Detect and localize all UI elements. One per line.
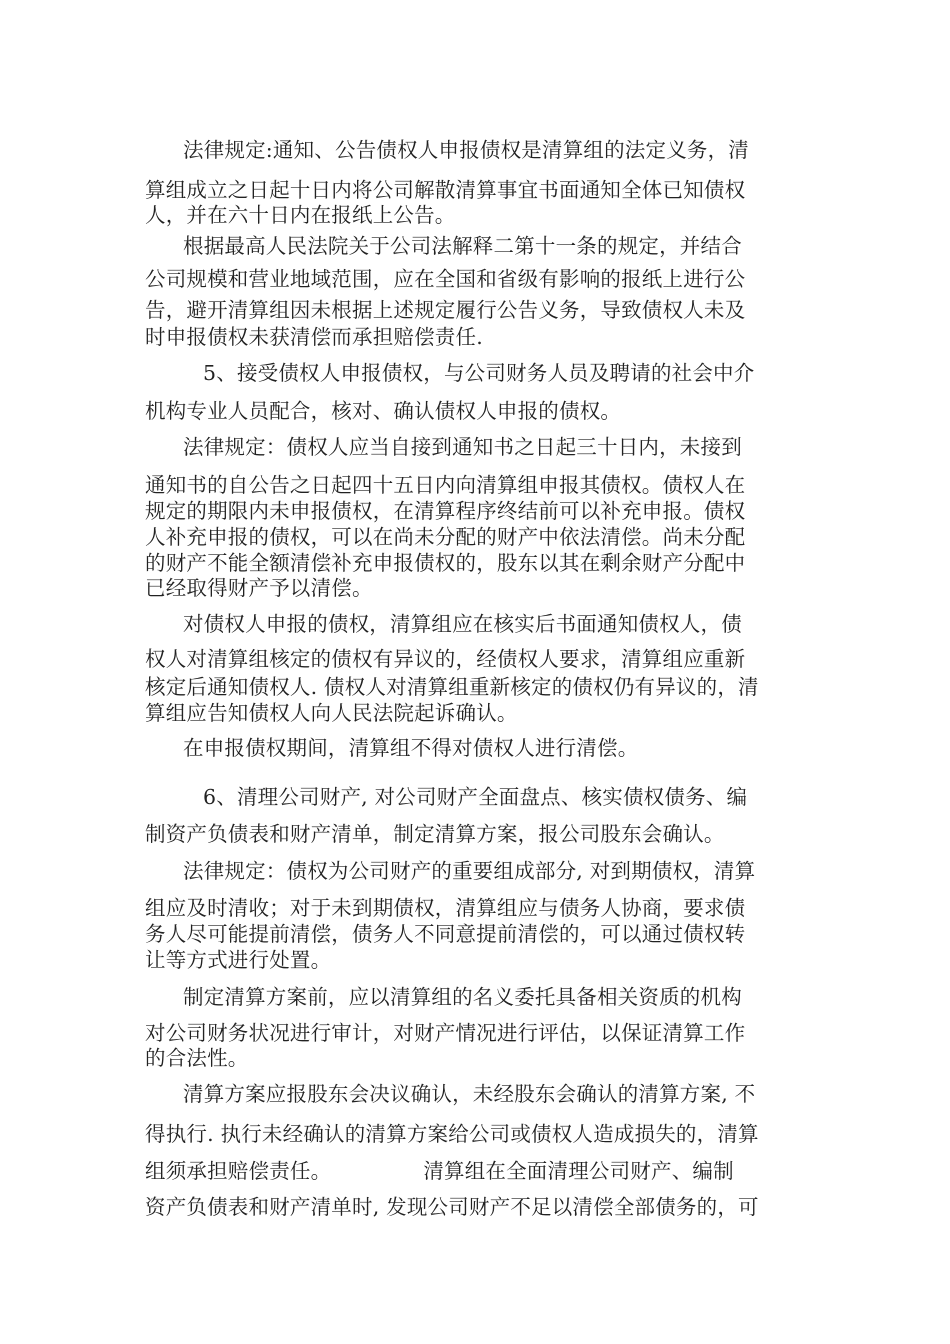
text-line: 法律规定：债权为公司财产的重要组成部分, 对到期债权，清算 xyxy=(183,859,756,883)
text-line: 算组成立之日起十日内将公司解散清算事宜书面通知全体已知债权 xyxy=(145,178,746,202)
text-line: 对公司财务状况进行审计，对财产情况进行评估，以保证清算工作 xyxy=(145,1021,746,1045)
text-line: 核定后通知债权人. 债权人对清算组重新核定的债权仍有异议的，清 xyxy=(145,675,759,699)
text-line: 告，避开清算组因未根据上述规定履行公告义务，导致债权人未及 xyxy=(145,298,746,322)
text-line: 得执行. 执行未经确认的清算方案给公司或债权人造成损失的，清算 xyxy=(145,1122,759,1146)
text-segment: 清算组在全面清理公司财产、编制 xyxy=(423,1159,734,1183)
text-segment: 组须承担赔偿责任。 xyxy=(145,1159,332,1183)
text-line: 对债权人申报的债权，清算组应在核实后书面通知债权人，债 xyxy=(183,612,742,636)
text-line: 5、接受债权人申报债权，与公司财务人员及聘请的社会中介 xyxy=(203,361,755,385)
text-line: 机构专业人员配合，核对、确认债权人申报的债权。 xyxy=(145,399,622,423)
text-line: 公司规模和营业地域范围，应在全国和省级有影响的报纸上进行公 xyxy=(145,267,746,291)
text-line: 在申报债权期间，清算组不得对债权人进行清偿。 xyxy=(183,736,639,760)
text-line: 让等方式进行处置。 xyxy=(145,948,332,972)
text-line: 制资产负债表和财产清单，制定清算方案，报公司股东会确认。 xyxy=(145,822,725,846)
text-line xyxy=(145,1157,805,1185)
text-line: 人补充申报的债权，可以在尚未分配的财产中依法清偿。尚未分配 xyxy=(145,525,746,549)
text-line: 资产负债表和财产清单时, 发现公司财产不足以清偿全部债务的，可 xyxy=(145,1195,759,1219)
text-line: 清算方案应报股东会决议确认，未经股东会确认的清算方案, 不 xyxy=(183,1082,756,1106)
text-line: 根据最高人民法院关于公司法解释二第十一条的规定，并结合 xyxy=(183,234,742,258)
text-line: 权人对清算组核定的债权有异议的，经债权人要求，清算组应重新 xyxy=(145,647,746,671)
text-line: 通知书的自公告之日起四十五日内向清算组申报其债权。债权人在 xyxy=(145,473,746,497)
text-line: 算组应告知债权人向人民法院起诉确认。 xyxy=(145,701,518,725)
text-line: 法律规定:通知、公告债权人申报债权是清算组的法定义务，清 xyxy=(183,138,750,162)
text-line: 制定清算方案前，应以清算组的名义委托具备相关资质的机构 xyxy=(183,985,742,1009)
text-line: 的合法性。 xyxy=(145,1046,249,1070)
text-line: 6、清理公司财产, 对公司财产全面盘点、核实债权债务、编 xyxy=(203,785,748,809)
text-line: 已经取得财产予以清偿。 xyxy=(145,576,373,600)
text-line: 法律规定：债权人应当自接到通知书之日起三十日内，未接到 xyxy=(183,435,742,459)
text-line: 人，并在六十日内在报纸上公告。 xyxy=(145,203,456,227)
text-line: 组应及时清收；对于未到期债权，清算组应与债务人协商，要求债 xyxy=(145,896,746,920)
text-line: 规定的期限内未申报债权，在清算程序终结前可以补充申报。债权 xyxy=(145,499,746,523)
text-line: 务人尽可能提前清偿，债务人不同意提前清偿的，可以通过债权转 xyxy=(145,922,746,946)
text-line: 时申报债权未获清偿而承担赔偿责任. xyxy=(145,325,483,349)
text-line: 的财产不能全额清偿补充申报债权的，股东以其在剩余财产分配中 xyxy=(145,551,746,575)
